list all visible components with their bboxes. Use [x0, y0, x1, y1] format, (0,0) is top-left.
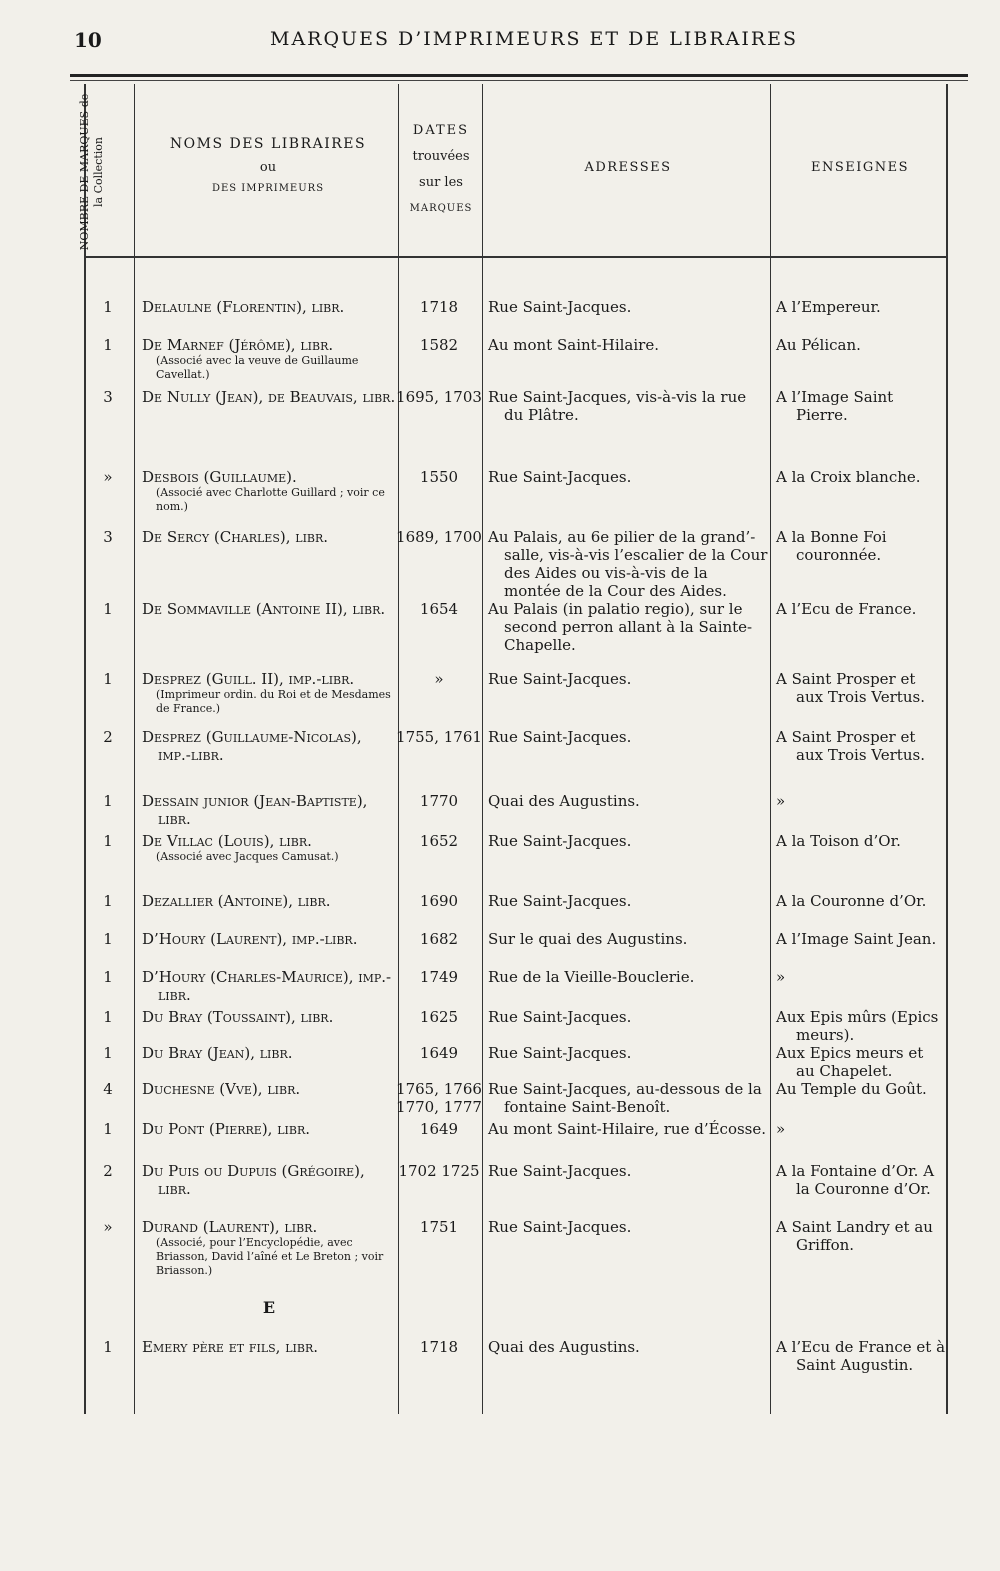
address-cell — [488, 468, 768, 486]
printer-note: (Associé avec Charlotte Guillard ; voir ce nom.) — [156, 486, 385, 513]
sign-cell — [776, 728, 946, 764]
address-cell — [488, 298, 768, 316]
header-rule — [84, 256, 948, 258]
mark-count: 1 — [103, 1120, 113, 1138]
address: Quai des Augustins. — [488, 792, 640, 810]
address-cell — [488, 1008, 768, 1026]
shop-sign: A la Croix blanche. — [776, 468, 921, 486]
printer-name: Desbois (Guillaume). — [142, 468, 297, 486]
mark-dates: 1652 — [419, 832, 459, 850]
address: Rue Saint-Jacques. — [488, 1162, 632, 1180]
printer-note: (Associé avec la veuve de Guillaume Cavellat.) — [156, 354, 359, 381]
mark-dates: 1649 — [419, 1044, 459, 1062]
address-cell — [488, 1044, 768, 1062]
top-rule — [70, 74, 968, 77]
address-cell — [488, 832, 768, 850]
page-title: MARQUES D’IMPRIMEURS ET DE LIBRAIRES — [270, 28, 799, 50]
shop-sign: A l’Ecu de France. — [776, 600, 917, 618]
column-divider — [770, 84, 771, 1414]
shop-sign: A la Bonne Foi couronnée. — [776, 528, 887, 564]
address: Rue Saint-Jacques. — [488, 468, 632, 486]
printer-name: Du Puis ou Dupuis (Grégoire), libr. — [142, 1162, 365, 1198]
printer-name: Du Pont (Pierre), libr. — [142, 1120, 310, 1138]
printer-name: De Villac (Louis), libr. — [142, 832, 312, 850]
mark-count: 1 — [103, 600, 113, 618]
printer-name-cell — [142, 468, 396, 514]
printer-name-cell — [142, 792, 396, 828]
address-cell — [488, 728, 768, 746]
mark-dates: 1689, 1700 — [396, 528, 482, 546]
column-divider — [482, 84, 483, 1414]
shop-sign: A l’Empereur. — [776, 298, 881, 316]
mark-count: 1 — [103, 892, 113, 910]
address-cell — [488, 968, 768, 986]
printer-name-cell — [142, 670, 396, 716]
printer-name: Emery père et fils, libr. — [142, 1338, 318, 1356]
mark-dates: 1625 — [419, 1008, 459, 1026]
printer-name-cell — [142, 1338, 396, 1356]
address-cell — [488, 388, 768, 424]
printer-name-cell — [142, 1218, 396, 1278]
mark-count: 1 — [103, 930, 113, 948]
sign-cell — [776, 1120, 946, 1138]
mark-count: 2 — [103, 728, 113, 746]
printer-name: De Sercy (Charles), libr. — [142, 528, 329, 546]
mark-dates: » — [434, 670, 444, 688]
shop-sign: A la Fontaine d’Or. A la Couronne d’Or. — [776, 1162, 935, 1198]
column-divider — [398, 84, 399, 1414]
shop-sign: Au Temple du Goût. — [776, 1080, 927, 1098]
sign-cell — [776, 792, 946, 810]
address: Rue Saint-Jacques. — [488, 298, 632, 316]
printer-name: Desprez (Guillaume-Nicolas), imp.-libr. — [142, 728, 362, 764]
shop-sign: A l’Image Saint Pierre. — [776, 388, 894, 424]
printer-name-cell — [142, 1120, 396, 1138]
mark-dates: 1690 — [419, 892, 459, 910]
top-rule-thin — [70, 80, 968, 81]
printer-name-cell — [142, 1044, 396, 1062]
address-cell — [488, 1338, 768, 1356]
sign-cell — [776, 1008, 946, 1044]
mark-count: 2 — [103, 1162, 113, 1180]
header-signs: ENSEIGNES — [810, 160, 910, 175]
mark-dates: 1755, 1761 — [396, 728, 482, 746]
header-names: NOMS DES LIBRAIRES ou DES IMPRIMEURS — [169, 136, 367, 194]
mark-count: 1 — [103, 670, 113, 688]
mark-count: 1 — [103, 792, 113, 810]
printer-note: (Associé avec Jacques Camusat.) — [156, 850, 339, 863]
address: Rue Saint-Jacques. — [488, 892, 632, 910]
sign-cell — [776, 1162, 946, 1198]
shop-sign: A l’Ecu de France et à Saint Augustin. — [776, 1338, 946, 1374]
mark-count: 3 — [103, 528, 113, 546]
shop-sign: Au Pélican. — [776, 336, 861, 354]
shop-sign: A Saint Landry et au Griffon. — [776, 1218, 933, 1254]
printer-name: Desprez (Guill. II), imp.-libr. — [142, 670, 355, 688]
address: Au mont Saint-Hilaire. — [488, 336, 659, 354]
mark-dates: 1682 — [419, 930, 459, 948]
address: Au Palais (in palatio regio), sur le second perron allant à la Sainte-Chapelle. — [488, 600, 753, 654]
printer-name: De Sommaville (Antoine II), libr. — [142, 600, 386, 618]
sign-cell — [776, 388, 946, 424]
header-dates: DATES trouvées sur les MARQUES — [409, 123, 473, 214]
table-border-right — [946, 84, 948, 1414]
mark-dates: 1582 — [419, 336, 459, 354]
printer-name-cell — [142, 1008, 396, 1026]
address-cell — [488, 1162, 768, 1180]
sign-cell — [776, 468, 946, 486]
shop-sign: A la Couronne d’Or. — [776, 892, 927, 910]
mark-count: 1 — [103, 968, 113, 986]
address-cell — [488, 930, 768, 948]
address-cell — [488, 336, 768, 354]
printer-name: Delaulne (Florentin), libr. — [142, 298, 345, 316]
address: Rue Saint-Jacques. — [488, 1218, 632, 1236]
shop-sign: A la Toison d’Or. — [776, 832, 901, 850]
mark-count: 3 — [103, 388, 113, 406]
mark-count: 1 — [103, 832, 113, 850]
running-head — [0, 24, 1000, 54]
printer-name-cell — [142, 600, 396, 618]
mark-count: 1 — [103, 1008, 113, 1026]
address: Sur le quai des Augustins. — [488, 930, 688, 948]
column-divider — [134, 84, 135, 1414]
printer-name: Dezallier (Antoine), libr. — [142, 892, 331, 910]
address: Rue Saint-Jacques, au-dessous de la fontaine Saint-Benoît. — [488, 1080, 762, 1116]
shop-sign: » — [776, 968, 786, 986]
sign-cell — [776, 1338, 946, 1374]
printer-name: Du Bray (Toussaint), libr. — [142, 1008, 334, 1026]
printer-name: Du Bray (Jean), libr. — [142, 1044, 293, 1062]
sign-cell — [776, 670, 946, 706]
printer-name-cell — [142, 298, 396, 316]
sign-cell — [776, 600, 946, 618]
address: Au Palais, au 6e pilier de la grand’-salle, vis-à-vis l’escalier de la Cour des Aides ou vis-à-vis de la montée de la Cour des Aides. — [488, 528, 768, 600]
printer-name-cell — [142, 336, 396, 382]
mark-count: 1 — [103, 1044, 113, 1062]
address: Rue de la Vieille-Bouclerie. — [488, 968, 695, 986]
address: Au mont Saint-Hilaire, rue d’Écosse. — [488, 1120, 767, 1138]
printer-name-cell — [142, 528, 396, 546]
mark-dates: 1654 — [419, 600, 459, 618]
address: Rue Saint-Jacques. — [488, 728, 632, 746]
mark-count: 1 — [103, 298, 113, 316]
printer-name: De Marnef (Jérôme), libr. — [142, 336, 334, 354]
section-letter: E — [262, 1298, 276, 1317]
sign-cell — [776, 1044, 946, 1080]
mark-count: » — [103, 1218, 113, 1236]
header-addresses: ADRESSES — [584, 160, 672, 175]
address: Quai des Augustins. — [488, 1338, 640, 1356]
address-cell — [488, 1120, 768, 1138]
sign-cell — [776, 1080, 946, 1098]
mark-dates: 1702 1725 — [398, 1162, 480, 1180]
sign-cell — [776, 968, 946, 986]
printer-name-cell — [142, 930, 396, 948]
address-cell — [488, 670, 768, 688]
address: Rue Saint-Jacques. — [488, 1044, 632, 1062]
mark-count: » — [103, 468, 113, 486]
printer-name: De Nully (Jean), de Beauvais, libr. — [142, 388, 396, 406]
shop-sign: A l’Image Saint Jean. — [776, 930, 937, 948]
printer-name-cell — [142, 968, 396, 1004]
sign-cell — [776, 298, 946, 316]
mark-dates: 1765, 1766 1770, 1777 — [396, 1080, 482, 1116]
printer-name-cell — [142, 728, 396, 764]
mark-dates: 1718 — [419, 1338, 459, 1356]
mark-dates: 1718 — [419, 298, 459, 316]
sign-cell — [776, 336, 946, 354]
address-cell — [488, 1218, 768, 1236]
shop-sign: » — [776, 792, 786, 810]
mark-dates: 1695, 1703 — [396, 388, 482, 406]
sign-cell — [776, 832, 946, 850]
address-cell — [488, 792, 768, 810]
shop-sign: » — [776, 1120, 786, 1138]
shop-sign: A Saint Prosper et aux Trois Vertus. — [776, 670, 925, 706]
mark-dates: 1770 — [419, 792, 459, 810]
shop-sign: Aux Epis mûrs (Epics meurs). — [776, 1008, 939, 1044]
printer-name-cell — [142, 892, 396, 910]
sign-cell — [776, 528, 946, 564]
sign-cell — [776, 1218, 946, 1254]
mark-dates: 1550 — [419, 468, 459, 486]
address-cell — [488, 528, 768, 600]
address: Rue Saint-Jacques. — [488, 832, 632, 850]
mark-dates: 1749 — [419, 968, 459, 986]
address-cell — [488, 1080, 768, 1116]
printer-name-cell — [142, 388, 396, 406]
address: Rue Saint-Jacques, vis-à-vis la rue du Plâtre. — [488, 388, 747, 424]
printer-name: Durand (Laurent), libr. — [142, 1218, 318, 1236]
printer-name: D’Houry (Laurent), imp.-libr. — [142, 930, 358, 948]
printer-name: Duchesne (Vve), libr. — [142, 1080, 301, 1098]
address: Rue Saint-Jacques. — [488, 670, 632, 688]
printer-name-cell — [142, 832, 396, 864]
printer-note: (Imprimeur ordin. du Roi et de Mesdames de France.) — [156, 688, 391, 715]
mark-count: 4 — [103, 1080, 113, 1098]
mark-dates: 1751 — [419, 1218, 459, 1236]
printer-name: Dessain junior (Jean-Baptiste), libr. — [142, 792, 368, 828]
address-cell — [488, 892, 768, 910]
table-border-left — [84, 84, 86, 1414]
register-table — [78, 84, 948, 1414]
page-number: 10 — [74, 28, 102, 52]
printer-name: D’Houry (Charles-Maurice), imp.-libr. — [142, 968, 392, 1004]
printer-note: (Associé, pour l’Encyclopédie, avec Briasson, David l’aîné et Le Breton ; voir Briasson.) — [156, 1236, 384, 1277]
printer-name-cell — [142, 1080, 396, 1098]
shop-sign: A Saint Prosper et aux Trois Vertus. — [776, 728, 925, 764]
header-count: NOMBRE DE MARQUES de la Collection — [78, 93, 105, 251]
mark-count: 1 — [103, 336, 113, 354]
shop-sign: Aux Epics meurs et au Chapelet. — [776, 1044, 924, 1080]
address-cell — [488, 600, 768, 654]
sign-cell — [776, 892, 946, 910]
mark-dates: 1649 — [419, 1120, 459, 1138]
sign-cell — [776, 930, 946, 948]
address: Rue Saint-Jacques. — [488, 1008, 632, 1026]
printer-name-cell — [142, 1162, 396, 1198]
mark-count: 1 — [103, 1338, 113, 1356]
